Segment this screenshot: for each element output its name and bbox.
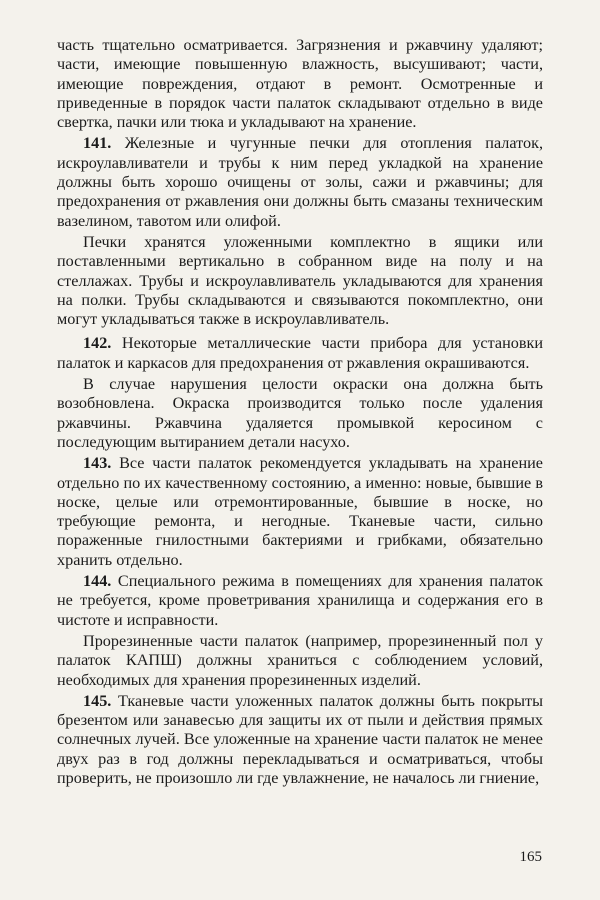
paragraph-143: 143. Все части палаток рекомендуется укладывать на хранение отдельно по их качественному состоянию, а именно: новые, бывшие в носке, целые или отремонтированные, бывшие в носке, но требующие ремонта, и негодные. Тканевые части, сильно пораженные гнилостными бактериями и грибками, обязательно хранить отдельно.: [57, 454, 543, 569]
paragraph-141: 141. Железные и чугунные печки для отопления палаток, искроулавливатели и трубы к ним перед укладкой на хранение должны быть хорошо очищены от золы, сажи и ржавчины; для предохранения от ржавления они должны быть смазаны техническим вазелином, тавотом или олифой.: [57, 134, 543, 230]
paragraph-continuation: часть тщательно осматривается. Загрязнения и ржавчину удаляют; части, имеющие повышенную влажность, высушивают; части, имеющие повреждения, отдают в ремонт. Осмотренные и приведенные в порядок части палаток складывают отдельно в виде свертка, пачки или тюка и укладывают на хранение.: [57, 36, 543, 132]
section-number: 142.: [83, 334, 112, 353]
paragraph-stoves: Печки хранятся уложенными комплектно в ящики или поставленными вертикально в собранном виде на полу и на стеллажах. Трубы и искроулавливатель укладываются для хранения на полки. Трубы складываются и связываются покомплектно, они могут укладываться также в искроулавливатель.: [57, 232, 543, 329]
section-number: 144.: [83, 572, 112, 591]
section-number: 145.: [83, 691, 112, 710]
paragraph-painting: В случае нарушения целости окраски она должна быть возобновлена. Окраска производится только после удаления ржавчины. Ржавчина удаляется промывкой керосином с последующим вытиранием детали насухо.: [57, 375, 543, 451]
page-number: 165: [519, 849, 542, 865]
body-text: [57, 36, 543, 793]
paragraph-142: 142. Некоторые металлические части прибора для установки палаток и каркасов для предохранения от ржавления окрашиваются.: [57, 334, 543, 372]
section-number: 143.: [83, 454, 112, 473]
section-number: 141.: [83, 134, 112, 153]
paragraph-rubberized: Прорезиненные части палаток (например, прорезиненный пол у палаток КАПШ) должны храниться с соблюдением условий, необходимых для хранения прорезиненных изделий.: [57, 631, 543, 689]
paragraph-145: 145. Тканевые части уложенных палаток должны быть покрыты брезентом или занавесью для защиты их от пыли и действия прямых солнечных лучей. Все уложенные на хранение части палаток не менее двух раз в год должны перекладываться и осматриваться, чтобы проверить, не произошло ли где увлажнение, не началось ли гниение,: [57, 691, 543, 787]
paragraph-144: 144. Специального режима в помещениях для хранения палаток не требуется, кроме проветривания хранилища и содержания его в чистоте и исправности.: [57, 572, 543, 629]
